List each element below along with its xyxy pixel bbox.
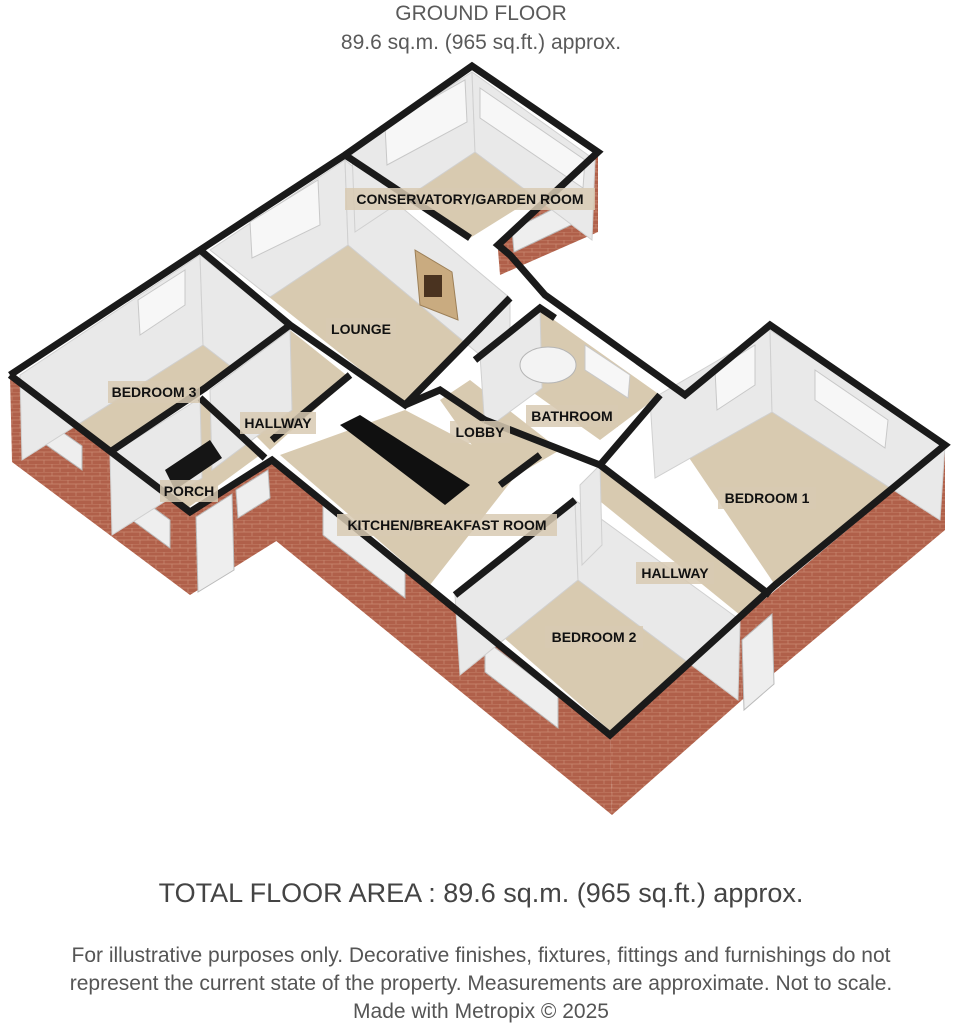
- floor-plan: [0, 60, 962, 820]
- room-label-bathroom: BATHROOM: [531, 408, 613, 424]
- room-label-bedroom-1: BEDROOM 1: [724, 490, 810, 506]
- floor-title: GROUND FLOOR: [395, 2, 567, 25]
- total-floor-area: TOTAL FLOOR AREA : 89.6 sq.m. (965 sq.ft.) approx.: [158, 878, 804, 908]
- room-label-conservatory: CONSERVATORY/GARDEN ROOM: [356, 191, 584, 207]
- room-label-hallway-west: HALLWAY: [244, 415, 312, 431]
- room-label-bedroom-3: BEDROOM 3: [111, 384, 197, 400]
- metropix-credit: Made with Metropix © 2025: [353, 1000, 609, 1023]
- room-label-lounge: LOUNGE: [331, 321, 391, 337]
- room-label-kitchen: KITCHEN/BREAKFAST ROOM: [347, 517, 547, 533]
- disclaimer-line-2: represent the current state of the property. Measurements are approximate. Not to scale.: [69, 972, 893, 995]
- floor-area-subtitle: 89.6 sq.m. (965 sq.ft.) approx.: [340, 31, 622, 54]
- room-label-porch: PORCH: [163, 483, 215, 499]
- disclaimer-line-1: For illustrative purposes only. Decorative finishes, fixtures, fittings and furnishings do not: [71, 944, 891, 967]
- fireplace-insert-icon: [424, 275, 442, 297]
- room-label-bedroom-2: BEDROOM 2: [551, 629, 637, 645]
- shower-icon: [520, 347, 576, 383]
- room-label-lobby: LOBBY: [455, 424, 505, 440]
- room-label-hallway-east: HALLWAY: [641, 565, 709, 581]
